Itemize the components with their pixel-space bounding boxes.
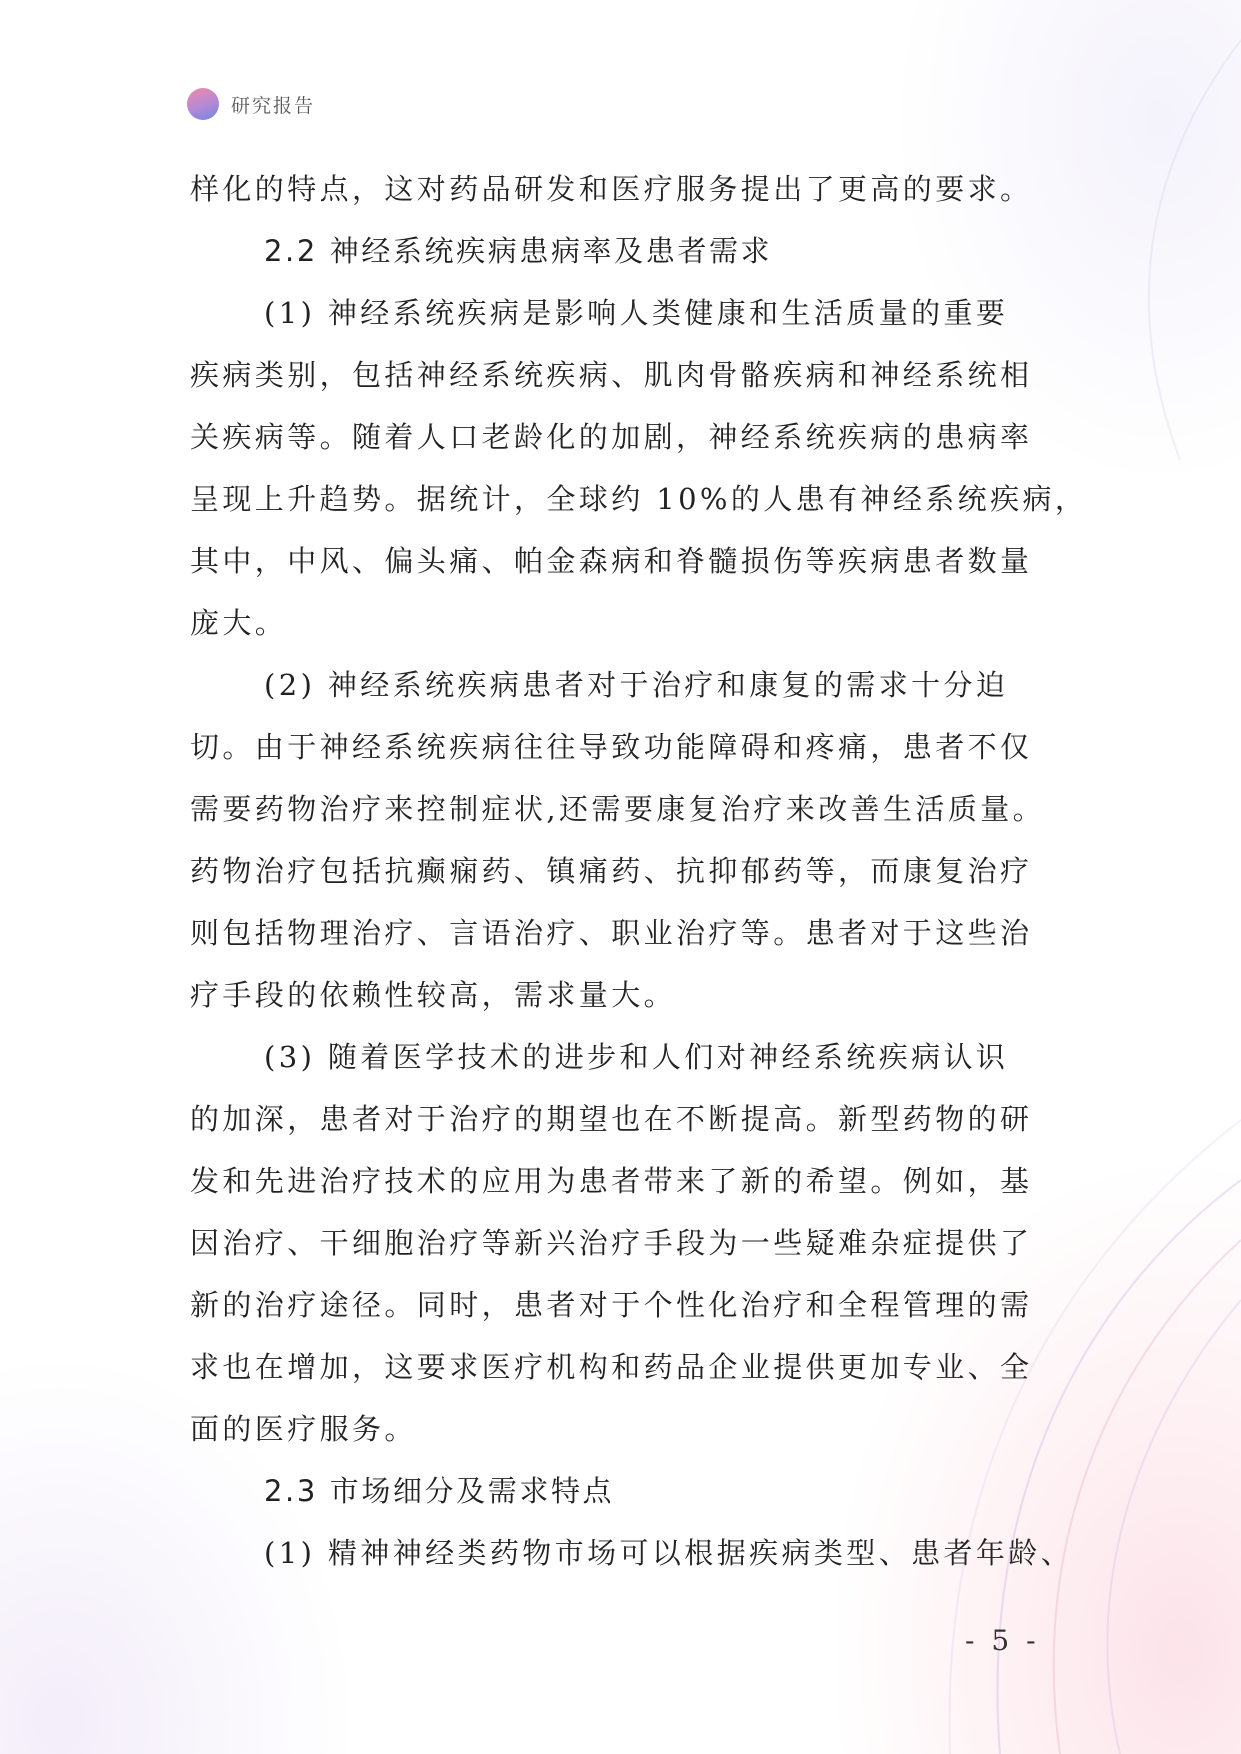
section-heading: 2.3 市场细分及需求特点 xyxy=(264,1474,615,1508)
paragraph-line: 关疾病等。随着人口老龄化的加剧，神经系统疾病的患病率 xyxy=(190,420,1033,454)
paragraph-line: 疾病类别，包括神经系统疾病、肌肉骨骼疾病和神经系统相 xyxy=(190,358,1033,392)
paragraph-line: 疗手段的依赖性较高，需求量大。 xyxy=(190,978,677,1012)
paragraph-line: (2) 神经系统疾病患者对于治疗和康复的需求十分迫 xyxy=(264,668,1009,702)
report-logo-icon xyxy=(187,88,219,120)
paragraph-line: 面的医疗服务。 xyxy=(190,1412,417,1446)
paragraph-line: (1) 精神神经类药物市场可以根据疾病类型、患者年龄、 xyxy=(264,1536,1074,1570)
paragraph-line: 则包括物理治疗、言语治疗、职业治疗等。患者对于这些治 xyxy=(190,916,1033,950)
paragraph-line: 切。由于神经系统疾病往往导致功能障碍和疼痛，患者不仅 xyxy=(190,730,1033,764)
paragraph-line: 样化的特点，这对药品研发和医疗服务提出了更高的要求。 xyxy=(190,172,1033,206)
page-header xyxy=(187,88,315,120)
paragraph-line: 呈现上升趋势。据统计，全球约 10%的人患有神经系统疾病， xyxy=(190,482,1088,516)
paragraph-line: 的加深，患者对于治疗的期望也在不断提高。新型药物的研 xyxy=(190,1102,1033,1136)
section-heading: 2.2 神经系统疾病患病率及患者需求 xyxy=(264,234,773,268)
page-number: - 5 - xyxy=(965,1624,1040,1657)
paragraph-line: 药物治疗包括抗癫痫药、镇痛药、抗抑郁药等，而康复治疗 xyxy=(190,854,1033,888)
paragraph-line: 发和先进治疗技术的应用为患者带来了新的希望。例如，基 xyxy=(190,1164,1033,1198)
paragraph-line: (1) 神经系统疾病是影响人类健康和生活质量的重要 xyxy=(264,296,1009,330)
body-text xyxy=(190,158,1088,1584)
paragraph-line: 新的治疗途径。同时，患者对于个性化治疗和全程管理的需 xyxy=(190,1288,1033,1322)
paragraph-line: 因治疗、干细胞治疗等新兴治疗手段为一些疑难杂症提供了 xyxy=(190,1226,1033,1260)
paragraph-line: 庞大。 xyxy=(190,606,288,640)
paragraph-line: 其中，中风、偏头痛、帕金森病和脊髓损伤等疾病患者数量 xyxy=(190,544,1033,578)
paragraph-line: 需要药物治疗来控制症状,还需要康复治疗来改善生活质量。 xyxy=(190,792,1046,826)
header-title: 研究报告 xyxy=(231,94,316,117)
paragraph-line: 求也在增加，这要求医疗机构和药品企业提供更加专业、全 xyxy=(190,1350,1033,1384)
paragraph-line: (3) 随着医学技术的进步和人们对神经系统疾病认识 xyxy=(264,1040,1009,1074)
